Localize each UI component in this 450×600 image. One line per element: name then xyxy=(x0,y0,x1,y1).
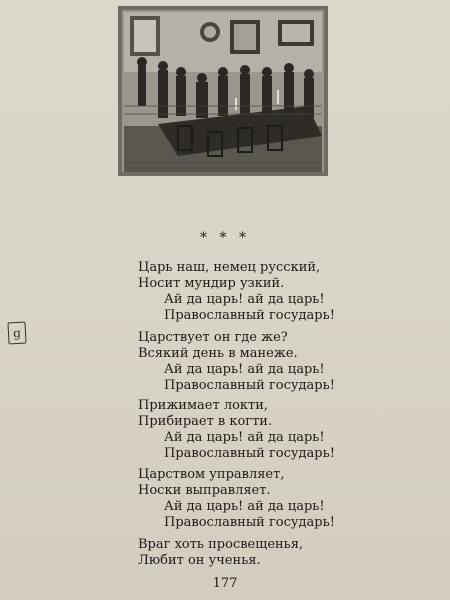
stanza-4 xyxy=(138,467,338,531)
page-number: 177 xyxy=(212,576,238,591)
verse-line: Прибирает в когти. xyxy=(138,414,273,429)
verse-line: Царством управляет, xyxy=(138,467,285,482)
verse-line: Носит мундир узкий. xyxy=(138,276,285,291)
verse-line: Любит он ученья. xyxy=(138,553,261,568)
verse-line: Царь наш, немец русский, xyxy=(138,260,321,275)
verse-line: Православный государь! xyxy=(164,308,335,323)
verse-line: Прижимает локти, xyxy=(138,398,269,413)
woodcut-illustration xyxy=(118,6,328,176)
verse-line: Православный государь! xyxy=(164,515,335,530)
section-ornament: * * * xyxy=(200,230,250,246)
verse-line: Всякий день в манеже. xyxy=(138,346,298,361)
stanza-3 xyxy=(138,398,338,462)
stanza-5 xyxy=(138,537,338,569)
verse-line: Ай да царь! ай да царь! xyxy=(164,362,325,377)
verse-line: Православный государь! xyxy=(164,446,335,461)
verse-line: Враг хоть просвещенья, xyxy=(138,537,304,552)
stanza-2 xyxy=(138,330,338,394)
verse-line: Ай да царь! ай да царь! xyxy=(164,292,325,307)
woodcut-engraving-icon xyxy=(118,6,328,176)
verse-line: Ай да царь! ай да царь! xyxy=(164,499,325,514)
verse-line: Царствует он где же? xyxy=(138,330,288,345)
verse-line: Носки выправляет. xyxy=(138,483,271,498)
margin-annotation: g xyxy=(7,322,26,345)
verse-line: Православный государь! xyxy=(164,378,335,393)
verse-line: Ай да царь! ай да царь! xyxy=(164,430,325,445)
stanza-1 xyxy=(138,260,338,324)
